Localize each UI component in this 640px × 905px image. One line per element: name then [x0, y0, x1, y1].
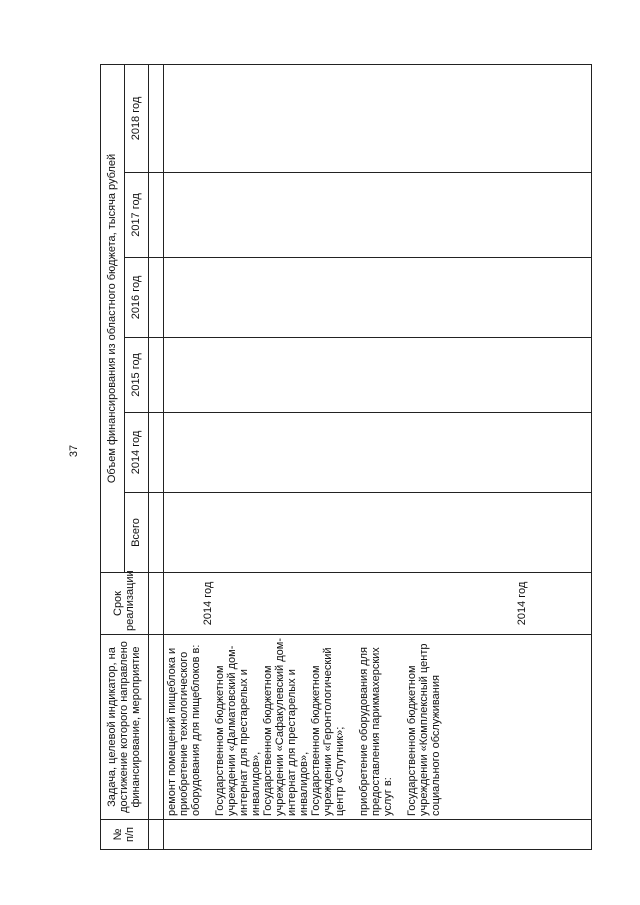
task-block: Государственном бюджетном учреждении «Комплексный центр социального обслуживания: [405, 643, 442, 816]
spacer-cell: [148, 635, 163, 820]
spacer-cell: [148, 173, 163, 258]
spacer-cell: [148, 413, 163, 493]
spacer-cell: [148, 64, 163, 172]
spacer-cell: [148, 573, 163, 635]
spacer-cell: [148, 820, 163, 850]
amount-2015: [163, 338, 591, 413]
spacer-cell: [148, 338, 163, 413]
period-value: 2014 год: [515, 581, 528, 626]
row-period: [163, 573, 591, 635]
row-task: [163, 635, 591, 820]
header-year-2017: 2017 год: [124, 173, 148, 258]
page-number: 37: [68, 444, 81, 458]
header-funding: Объем финансирования из областного бюджета, тысяча рублей: [101, 64, 125, 572]
header-year-total: Всего: [124, 493, 148, 573]
row-num: [163, 820, 591, 850]
number-spacer-row: [148, 64, 163, 849]
header-row-1: [101, 64, 125, 849]
spacer-cell: [148, 258, 163, 338]
period-value: 2014 год: [201, 581, 214, 626]
amount-2018: [163, 64, 591, 172]
header-period: Срок реализации: [101, 573, 149, 635]
amount-2017: [163, 173, 591, 258]
amount-2014: [163, 413, 591, 493]
funding-table: [100, 64, 592, 850]
header-num: № п/п: [101, 820, 149, 850]
header-year-2015: 2015 год: [124, 338, 148, 413]
table-row: [163, 64, 591, 849]
task-block: Государственном бюджетном учреждении «Далматовский дом-интернат для престарелых и инвалидов», Государственном бюджетном учреждении «Сафакулевский дом-интернат для престарелых и инвалидов», Государственном бюджетном учреждении «Геронтологический центр «Спутник»;: [213, 638, 346, 816]
header-year-2014: 2014 год: [124, 413, 148, 493]
amount-total: [163, 493, 591, 573]
header-year-2018: 2018 год: [124, 64, 148, 172]
task-block: ремонт помещений пищеблока и приобретение технологического оборудования для пищеблоков в:: [165, 644, 202, 816]
task-block: приобретение оборудования для предоставления парикмахерских услуг в:: [357, 647, 394, 816]
amount-2016: [163, 258, 591, 338]
spacer-cell: [148, 493, 163, 573]
header-year-2016: 2016 год: [124, 258, 148, 338]
header-task: Задача, целевой индикатор, на достижение которого направлено финансирование, мероприятие: [101, 635, 149, 820]
funding-table-container: [100, 65, 592, 850]
